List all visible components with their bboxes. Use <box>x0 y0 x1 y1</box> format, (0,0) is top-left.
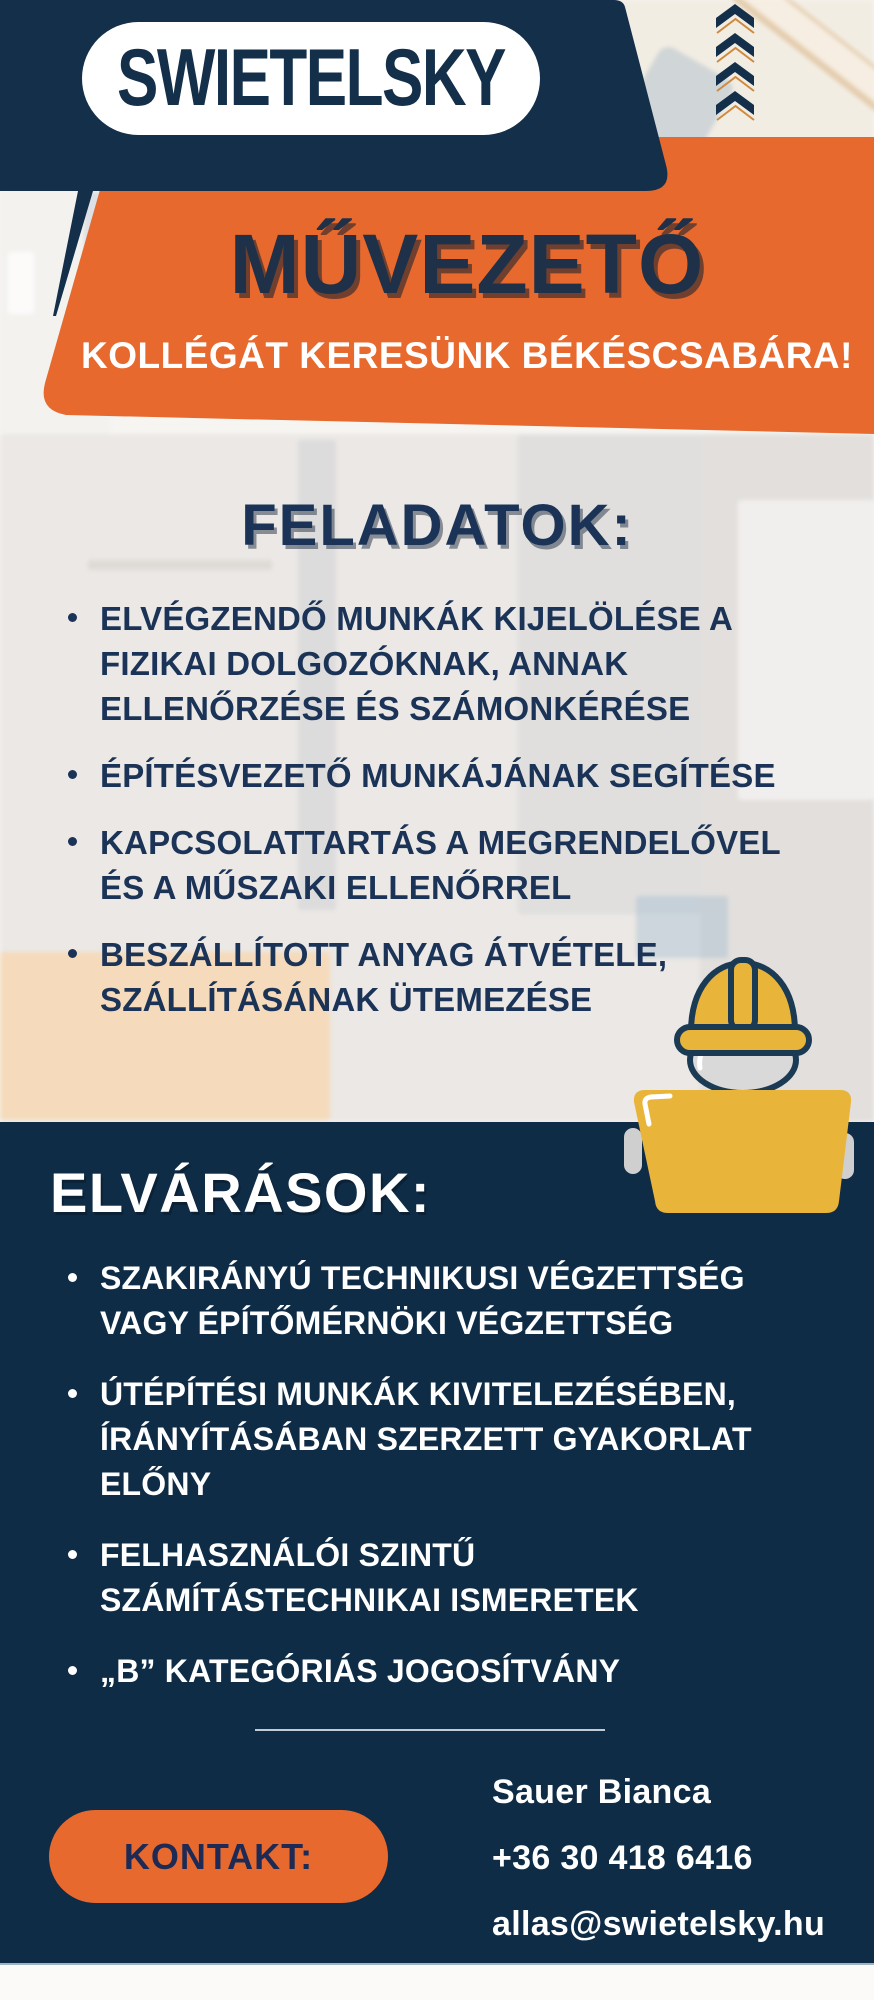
job-subtitle: KOLLÉGÁT KERESÜNK BÉKÉSCSABÁRA! <box>81 335 853 376</box>
contact-phone: +36 30 418 6416 <box>492 1839 753 1877</box>
brand-logo-pill <box>82 22 540 135</box>
requirements-heading: ELVÁRÁSOK: <box>50 1161 432 1224</box>
worker-board <box>634 1090 851 1213</box>
contact-block <box>492 1772 825 1944</box>
bottom-strip <box>0 1963 874 2000</box>
worker-hand-left <box>624 1128 642 1174</box>
divider-line <box>255 1729 605 1731</box>
kontakt-button-label: KONTAKT: <box>123 1835 314 1877</box>
list-item: ÚTÉPÍTÉSI MUNKÁK KIVITELEZÉSÉBEN, ÍRÁNYÍTÁSÁBAN SZERZETT GYAKORLAT ELŐNY <box>64 1372 794 1507</box>
list-item: ELVÉGZENDŐ MUNKÁK KIJELÖLÉSE A FIZIKAI DOLGOZÓKNAK, ANNAK ELLENŐRZÉSE ÉS SZÁMONKÉRÉSE <box>64 596 804 731</box>
tasks-list <box>64 596 804 1044</box>
list-item: SZAKIRÁNYÚ TECHNIKUSI VÉGZETTSÉG VAGY ÉPÍTŐMÉRNÖKI VÉGZETTSÉG <box>64 1256 794 1346</box>
list-item: KAPCSOLATTARTÁS A MEGRENDELŐVEL ÉS A MŰSZAKI ELLENŐRREL <box>64 820 804 910</box>
requirements-list <box>64 1256 794 1720</box>
brand-logo-text: SWIETELSKY <box>116 33 506 123</box>
kontakt-button[interactable] <box>49 1810 388 1903</box>
contact-email: allas@swietelsky.hu <box>492 1905 826 1943</box>
photo-bar <box>88 560 272 570</box>
job-title: MŰVEZETŐ <box>229 217 705 311</box>
list-item: BESZÁLLÍTOTT ANYAG ÁTVÉTELE, SZÁLLÍTÁSÁNAK ÜTEMEZÉSE <box>64 932 804 1022</box>
up-chevrons-icon <box>716 4 754 120</box>
list-item: FELHASZNÁLÓI SZINTŰ SZÁMÍTÁSTECHNIKAI ISMERETEK <box>64 1533 794 1623</box>
list-item: „B” KATEGÓRIÁS JOGOSÍTVÁNY <box>64 1649 794 1694</box>
contact-name: Sauer Bianca <box>492 1773 712 1811</box>
list-item: ÉPÍTÉSVEZETŐ MUNKÁJÁNAK SEGÍTÉSE <box>64 753 804 798</box>
tasks-heading: FELADATOK: <box>241 493 633 558</box>
